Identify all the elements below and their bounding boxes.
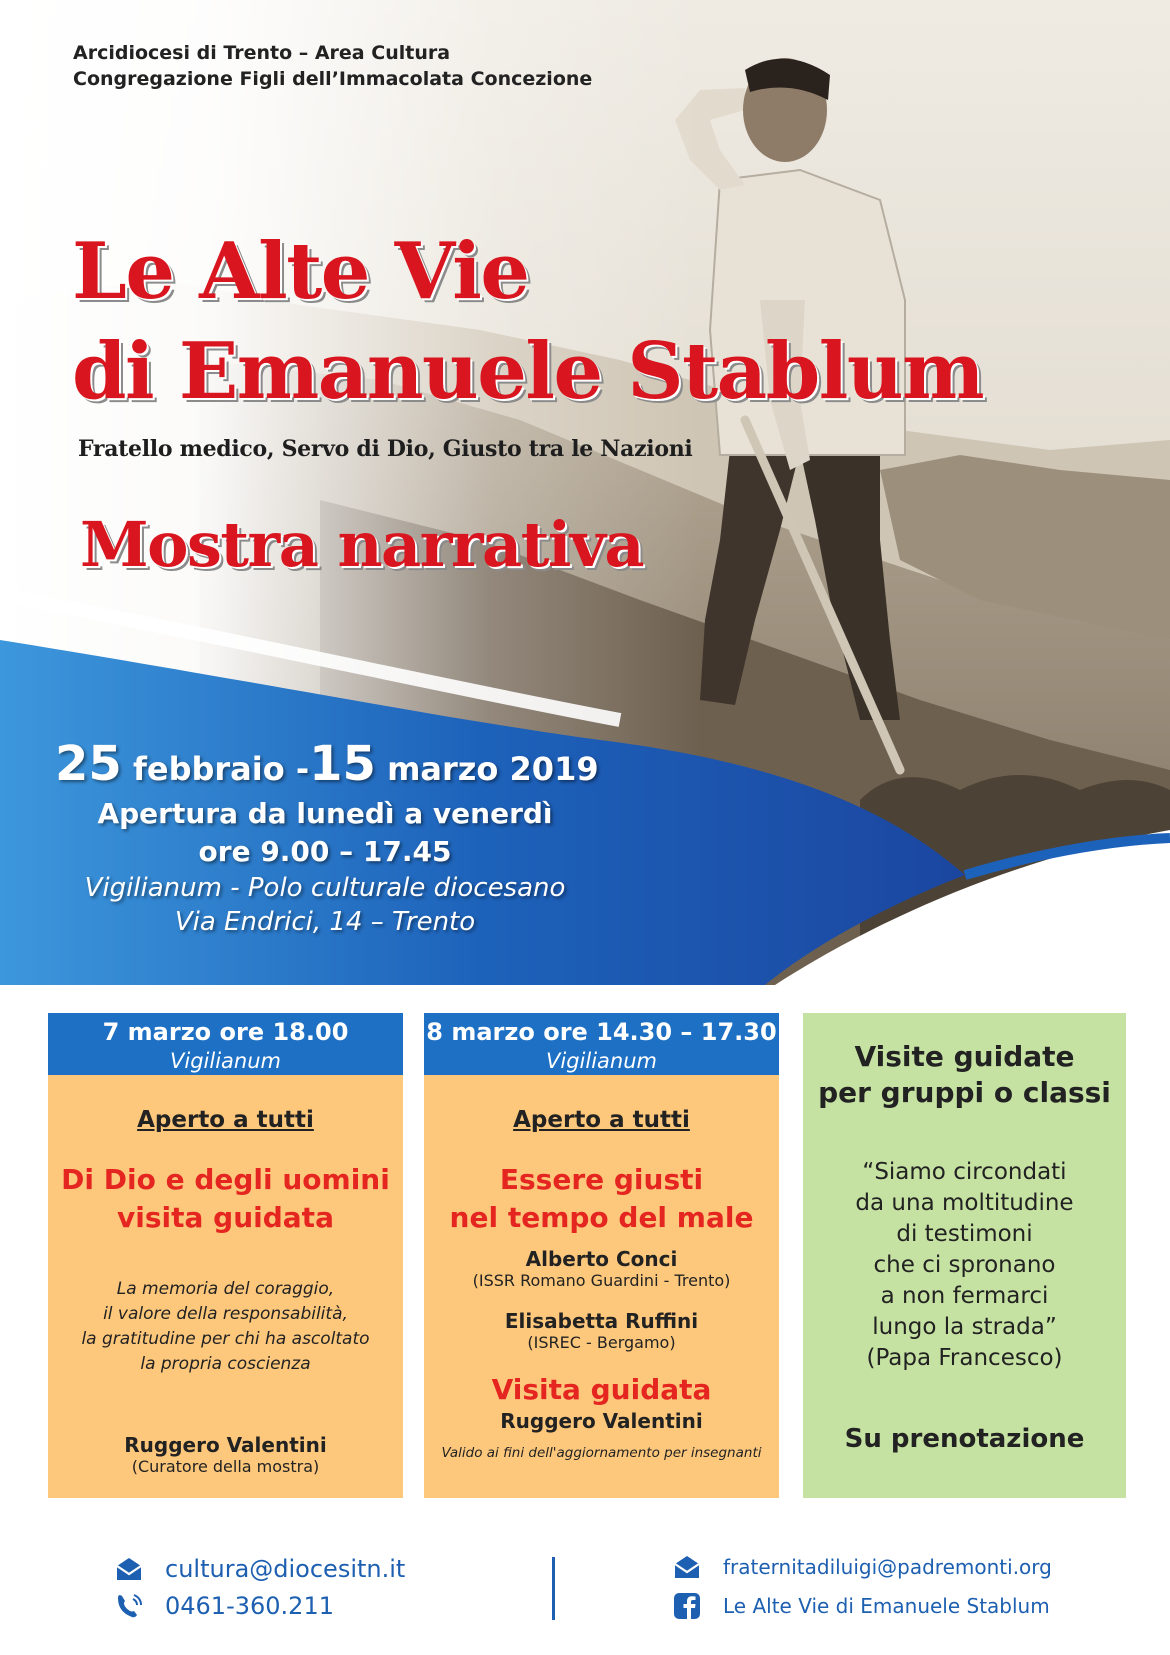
event-2-date: 8 marzo ore 14.30 – 17.30 xyxy=(426,1018,777,1046)
event-2-title xyxy=(424,1161,779,1237)
event-1-title xyxy=(48,1161,403,1237)
event-2-audience: Aperto a tutti xyxy=(513,1107,690,1133)
event-1-title-line-1: Di Dio e degli uomini xyxy=(61,1163,390,1196)
start-month: febbraio - xyxy=(121,750,310,788)
email-1-text: cultura@diocesitn.it xyxy=(165,1555,406,1583)
event-1-desc-line-4: la propria coscienza xyxy=(140,1354,311,1374)
email-2-text: fraternitadiluigi@padremonti.org xyxy=(723,1555,1052,1579)
quote-author: (Papa Francesco) xyxy=(866,1345,1063,1371)
event-2-header xyxy=(424,1013,779,1075)
opening-days: Apertura da lunedì a venerdì xyxy=(97,797,553,830)
guided-visits-title-line-1: Visite guidate xyxy=(854,1040,1075,1073)
contact-email-2[interactable] xyxy=(673,1553,1052,1581)
event-2-title-line-1: Essere giusti xyxy=(499,1163,704,1196)
contact-facebook[interactable] xyxy=(673,1592,1050,1620)
title-line-1: Le Alte Vie xyxy=(72,226,529,317)
facebook-text: Le Alte Vie di Emanuele Stablum xyxy=(723,1594,1050,1618)
event-1-desc-line-3: la gratitudine per chi ha ascoltato xyxy=(81,1329,370,1349)
event-1-title-line-2: visita guidata xyxy=(117,1201,334,1234)
guided-visits-title xyxy=(803,1039,1126,1111)
quote-line-5: a non fermarci xyxy=(880,1283,1049,1309)
event-1-desc-line-2: il valore della responsabilità, xyxy=(103,1304,348,1324)
title-line-2: di Emanuele Stablum xyxy=(72,326,984,417)
event-2-guided-visit: Visita guidata xyxy=(491,1373,712,1406)
event-2-title-line-2: nel tempo del male xyxy=(449,1201,754,1234)
event-1-audience: Aperto a tutti xyxy=(137,1107,314,1133)
dates-info xyxy=(55,736,599,939)
event-1-speaker-role: (Curatore della mostra) xyxy=(131,1457,320,1476)
booking-note: Su prenotazione xyxy=(844,1424,1085,1454)
guided-visits-title-line-2: per gruppi o classi xyxy=(818,1076,1111,1109)
title-subtitle: Fratello medico, Servo di Dio, Giusto tra le Nazioni xyxy=(78,436,693,462)
event-1-date: 7 marzo ore 18.00 xyxy=(102,1018,349,1046)
facebook-icon xyxy=(673,1592,701,1620)
envelope-icon xyxy=(115,1555,143,1583)
envelope-icon xyxy=(673,1553,701,1581)
event-2-speaker-2-affiliation: (ISREC - Bergamo) xyxy=(527,1333,676,1352)
phone-text: 0461-360.211 xyxy=(165,1592,334,1620)
organizer-line-1: Arcidiocesi di Trento – Area Cultura xyxy=(73,42,451,64)
quote-line-6: lungo la strada” xyxy=(872,1314,1057,1340)
contact-email-1[interactable] xyxy=(115,1555,405,1583)
quote-line-2: da una moltitudine xyxy=(855,1190,1074,1216)
organizers xyxy=(73,40,592,92)
end-month-year: marzo 2019 xyxy=(375,750,599,788)
opening-hours: ore 9.00 – 17.45 xyxy=(198,835,452,868)
quote-line-3: di testimoni xyxy=(896,1221,1033,1247)
event-1-description xyxy=(48,1277,403,1377)
contact-phone[interactable] xyxy=(115,1592,334,1620)
start-day: 25 xyxy=(55,736,122,792)
quote-line-4: che ci spronano xyxy=(873,1252,1056,1278)
exhibition-label: Mostra narrativa xyxy=(80,508,644,581)
event-2-speaker-1-affiliation: (ISSR Romano Guardini - Trento) xyxy=(472,1271,731,1290)
footer-divider xyxy=(552,1557,555,1620)
phone-icon xyxy=(115,1592,143,1620)
event-1-header xyxy=(48,1013,403,1075)
venue-address: Via Endrici, 14 – Trento xyxy=(174,907,476,937)
guided-visits-box xyxy=(803,1013,1126,1498)
date-range xyxy=(55,736,599,795)
pope-quote xyxy=(803,1157,1126,1374)
end-day: 15 xyxy=(309,736,376,792)
event-2-note: Valido ai fini dell'aggiornamento per insegnanti xyxy=(441,1445,762,1461)
quote-line-1: “Siamo circondati xyxy=(862,1159,1067,1185)
event-2-speaker-3: Ruggero Valentini xyxy=(500,1409,703,1433)
event-1-speaker: Ruggero Valentini xyxy=(124,1433,327,1457)
event-box-2 xyxy=(424,1013,779,1498)
event-box-1 xyxy=(48,1013,403,1498)
organizer-line-2: Congregazione Figli dell’Immacolata Concezione xyxy=(73,68,593,90)
main-title xyxy=(72,222,983,422)
event-2-place: Vigilianum xyxy=(546,1049,657,1073)
event-2-speaker-1: Alberto Conci xyxy=(525,1247,678,1271)
venue-name: Vigilianum - Polo culturale diocesano xyxy=(84,873,566,903)
event-1-place: Vigilianum xyxy=(170,1049,281,1073)
event-1-desc-line-1: La memoria del coraggio, xyxy=(116,1279,335,1299)
event-2-speaker-2: Elisabetta Ruffini xyxy=(504,1309,699,1333)
